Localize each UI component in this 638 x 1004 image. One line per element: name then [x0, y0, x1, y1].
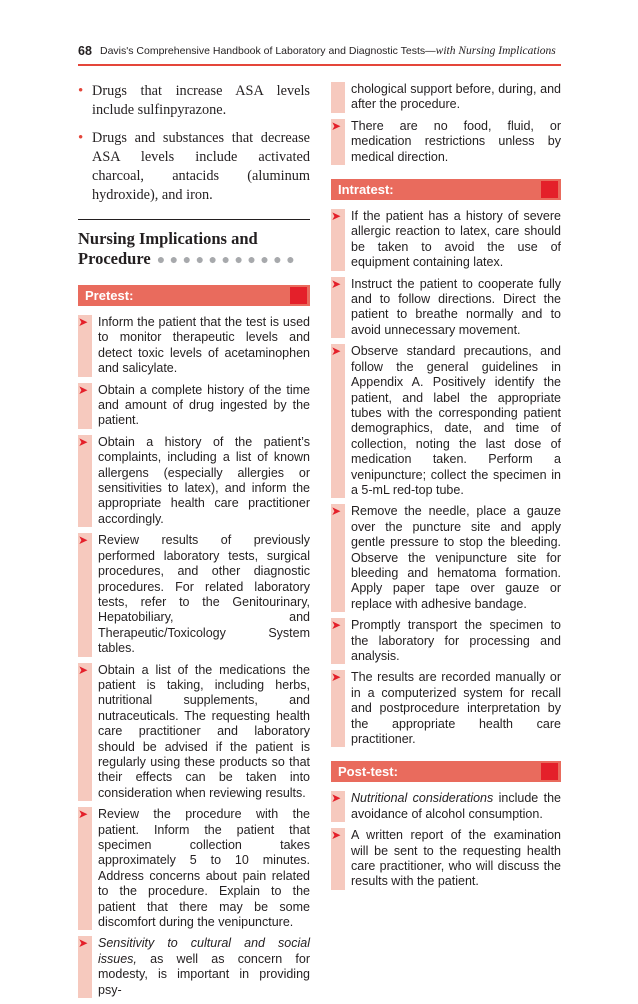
bullet-dot-icon: • — [78, 130, 84, 146]
list-item — [78, 807, 310, 930]
item-text: Instruct the patient to cooperate fully and to follow directions. Direct the patient to breathe normally and to avoid unnecessary movement. — [351, 276, 561, 337]
list-item — [331, 344, 561, 498]
stripe-bar — [331, 82, 345, 113]
pretest-list — [78, 315, 310, 998]
item-text: There are no food, fluid, or medication restrictions unless by medical direction. — [351, 118, 561, 164]
right-column — [331, 82, 561, 896]
arrow-icon: ➤ — [331, 670, 345, 747]
posttest-header-bar — [331, 761, 561, 782]
item-italic-text: Sensitivity to cultural and social issues, — [98, 936, 310, 966]
arrow-icon: ➤ — [331, 277, 345, 339]
bullet-text: Drugs and substances that decrease ASA levels include activated charcoal, antacids (aluminum hydroxide), and iron. — [92, 130, 310, 203]
list-item — [331, 828, 561, 890]
section-title — [78, 219, 310, 271]
arrow-icon: ➤ — [78, 383, 92, 429]
pretest-header-bar — [78, 285, 310, 306]
bullet-dot-icon: • — [78, 83, 84, 99]
left-column — [78, 82, 310, 1004]
arrow-icon: ➤ — [78, 936, 92, 998]
item-text: Inform the patient that the test is used to monitor therapeutic levels and detect toxic levels of acetaminophen and salicylate. — [98, 315, 310, 376]
intro-bullet-list — [78, 82, 310, 205]
item-text: Obtain a history of the patient’s complaints, including a list of known allergens (especially allergies or sensitivities to latex), and inform the appropriate health care practitioner accordingly. — [98, 434, 310, 526]
list-item — [331, 670, 561, 747]
item-text: as well as concern for modesty, is important in providing psy- — [98, 951, 310, 997]
section-title-line2-row — [78, 249, 310, 271]
arrow-icon: ➤ — [331, 119, 345, 165]
pretest-list-continued — [331, 82, 561, 165]
square-icon — [541, 763, 558, 780]
list-item — [331, 618, 561, 664]
arrow-icon: ➤ — [78, 533, 92, 656]
list-item — [78, 435, 310, 527]
item-text: If the patient has a history of severe allergic reaction to latex, care should be taken to avoid the use of equipment containing latex. — [351, 209, 561, 270]
item-text: Promptly transport the specimen to the laboratory for processing and analysis. — [351, 618, 561, 663]
list-item — [78, 663, 310, 802]
item-text: include the avoidance of alcohol consumption. — [351, 791, 562, 821]
item-text: A written report of the examination will be sent to the requesting health care practitioner, who will discuss the results with the patient. — [351, 828, 561, 889]
arrow-icon: ➤ — [331, 209, 345, 271]
square-icon — [541, 181, 558, 198]
item-italic-text: Nutritional considerations — [351, 791, 494, 806]
square-icon — [290, 287, 307, 304]
arrow-icon: ➤ — [331, 791, 345, 822]
arrow-icon: ➤ — [78, 315, 92, 377]
item-text: chological support before, during, and after the procedure. — [351, 82, 561, 112]
list-item — [331, 119, 561, 165]
arrow-icon: ➤ — [331, 504, 345, 612]
dot-leader-icon: ●●●●●●●●●●● — [156, 253, 300, 268]
list-item — [78, 315, 310, 377]
list-item — [331, 791, 561, 822]
list-item — [331, 209, 561, 271]
arrow-icon: ➤ — [78, 435, 92, 527]
running-head — [78, 40, 561, 62]
item-text: Observe standard precautions, and follow the general guidelines in Appendix A. Positively identify the patient, and label the appropriate tubes with the corresponding patient demographics, date, and time of collection, noting the last dose of medication taken. Perform a venipuncture; collect the specimen in a 5-mL red-top tube. — [351, 344, 561, 497]
section-title-line2: Procedure — [78, 249, 151, 268]
list-item — [331, 82, 561, 113]
list-item — [331, 504, 561, 612]
page-number: 68 — [78, 44, 92, 58]
list-item — [78, 383, 310, 429]
list-item — [78, 533, 310, 656]
bullet-text: Drugs that increase ASA levels include sulfinpyrazone. — [92, 83, 310, 118]
item-text: Review results of previously performed laboratory tests, surgical procedures, and other diagnostic procedures. For related laboratory tests, refer to the Genitourinary, Hepatobiliary, and Therapeutic/Toxicology System tables. — [98, 533, 310, 656]
arrow-icon: ➤ — [331, 828, 345, 890]
intratest-label: Intratest: — [338, 182, 394, 198]
item-text: Obtain a list of the medications the patient is taking, including herbs, nutritional supplements, and nutraceuticals. The requesting health care practitioner and laboratory should be advised if the patient is regularly using these products so that their effects can be taken into consideration when reviewing results. — [98, 662, 310, 800]
item-text: Remove the needle, place a gauze over the puncture site and apply gentle pressure to stop the bleeding. Observe the venipuncture site for bleeding and hematoma formation. Apply paper tape over gauze or replace with adhesive bandage. — [351, 504, 561, 611]
item-text: Obtain a complete history of the time and amount of drug ingested by the patient. — [98, 382, 310, 428]
item-text: Review the procedure with the patient. Inform the patient that specimen collection takes approximately 5 to 10 minutes. Address concerns about pain related to the procedure. Explain to the patient that there may be some discomfort during the venipuncture. — [98, 807, 310, 930]
arrow-icon: ➤ — [78, 807, 92, 930]
intratest-header-bar — [331, 179, 561, 200]
list-item — [331, 277, 561, 339]
arrow-icon: ➤ — [331, 344, 345, 498]
posttest-list — [331, 791, 561, 889]
book-title-main: Davis's Comprehensive Handbook of Laboratory and Diagnostic Tests— — [100, 45, 436, 57]
arrow-icon: ➤ — [331, 618, 345, 664]
arrow-icon: ➤ — [78, 663, 92, 802]
header-rule — [78, 64, 561, 66]
intratest-list — [331, 209, 561, 747]
section-title-line1: Nursing Implications and — [78, 229, 258, 248]
book-subtitle: with Nursing Implications — [435, 45, 556, 57]
book-title — [100, 45, 556, 57]
item-text: The results are recorded manually or in a computerized system for recall and postprocedure interpretation by the appropriate health care practitioner. — [351, 670, 561, 747]
list-item — [78, 82, 310, 120]
pretest-label: Pretest: — [85, 288, 134, 303]
list-item — [78, 936, 310, 998]
posttest-label: Post-test: — [338, 764, 398, 780]
list-item — [78, 129, 310, 205]
